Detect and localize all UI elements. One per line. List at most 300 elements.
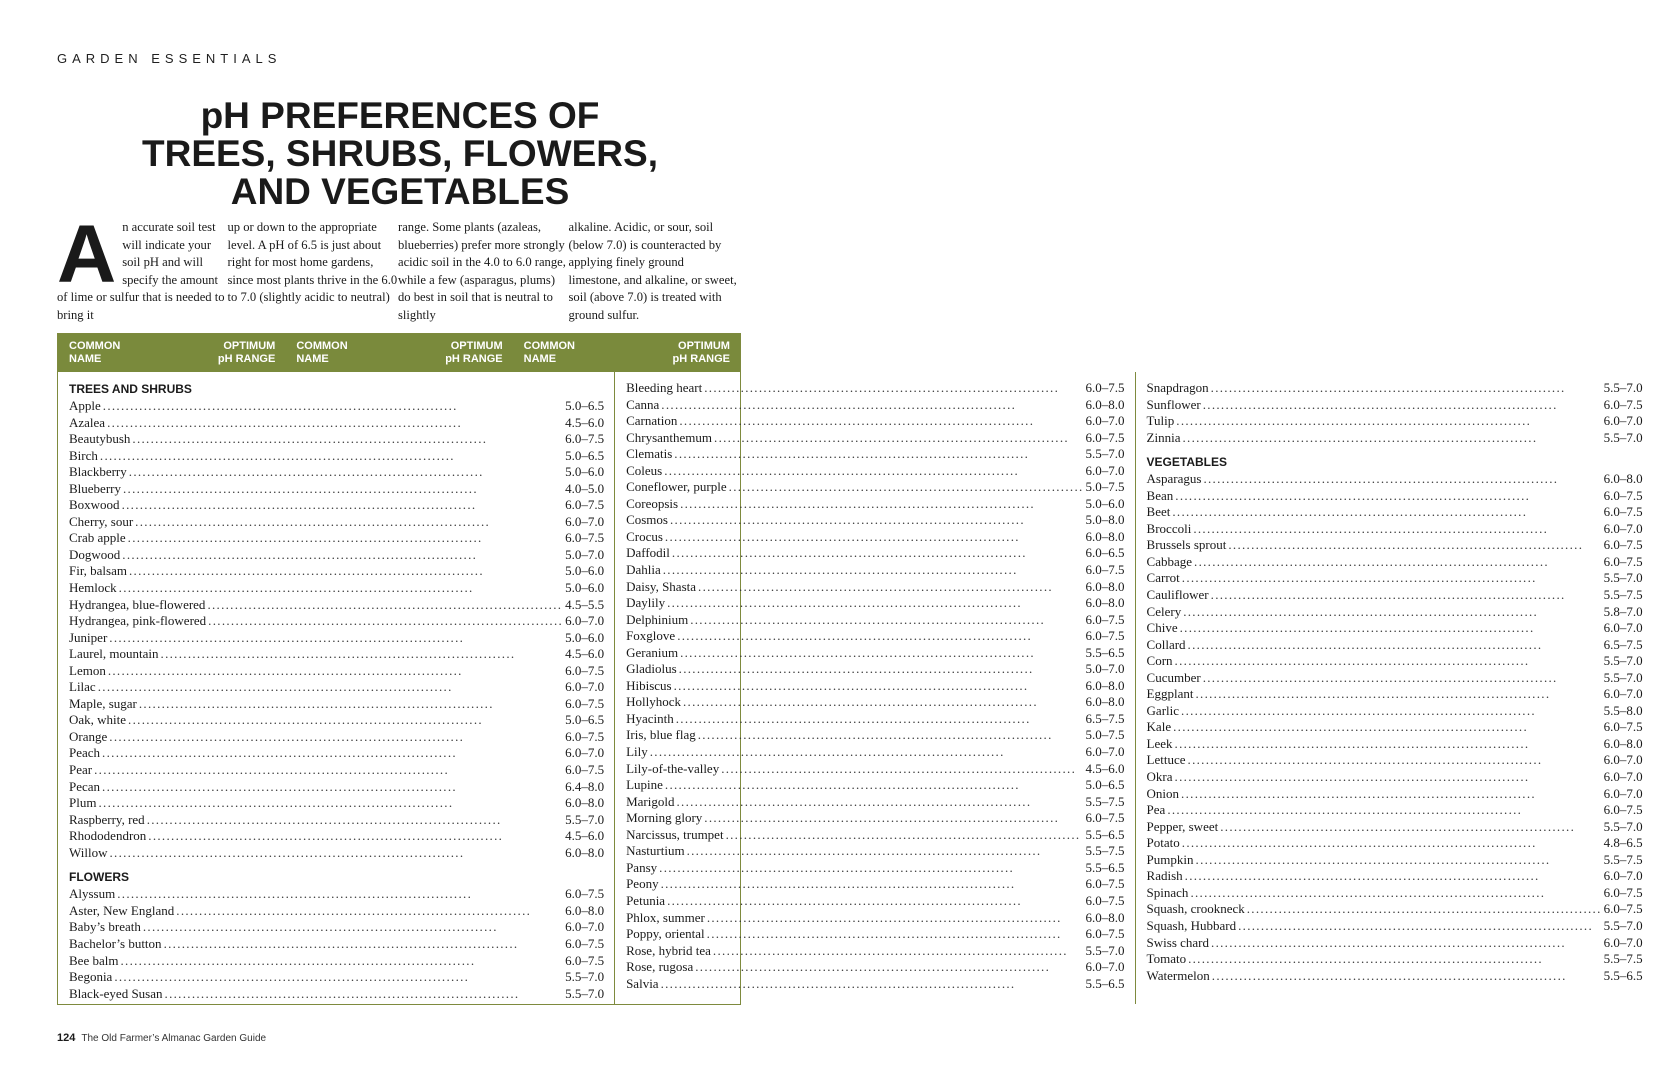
dot-leader: [1247, 901, 1602, 918]
plant-name: Asparagus: [1146, 471, 1202, 487]
page-footer: [57, 1032, 266, 1044]
dot-leader: [161, 646, 564, 663]
plant-name: Pumpkin: [1146, 851, 1194, 867]
dot-leader: [1194, 554, 1602, 571]
ph-range: 6.0–8.0: [1085, 578, 1125, 594]
dot-leader: [659, 860, 1083, 877]
title-line-3: AND VEGETABLES: [230, 171, 570, 212]
plant-name: Coreopsis: [626, 495, 679, 511]
table-row: [1147, 935, 1643, 952]
dot-leader: [676, 711, 1084, 728]
ph-range: 6.0–7.5: [1085, 380, 1125, 395]
table-row: [626, 827, 1124, 844]
ph-range: 6.0–8.0: [1085, 694, 1125, 710]
table-row: [626, 794, 1124, 811]
plant-name: Brussels sprout: [1146, 537, 1227, 553]
plant-name: Aster, New England: [69, 902, 175, 918]
dot-leader: [135, 514, 563, 531]
table-row: [626, 562, 1124, 579]
table-row: [69, 613, 604, 630]
plant-name: Oak, white: [69, 712, 127, 728]
table-column-2: [615, 372, 1135, 1004]
ph-range: 6.0–7.5: [1603, 901, 1643, 917]
dot-leader: [704, 380, 1083, 397]
plant-name: Alyssum: [69, 886, 116, 902]
table-row: [1147, 620, 1643, 637]
plant-name: Phlox, summer: [626, 909, 705, 925]
header-range-line-1: OPTIMUM: [678, 340, 730, 352]
plant-name: Canna: [626, 396, 660, 412]
table-row: [626, 943, 1124, 960]
plant-name: Lily-of-the-valley: [626, 760, 720, 776]
dot-leader: [208, 613, 563, 630]
table-row: [1147, 670, 1643, 687]
table-row: [1147, 852, 1643, 869]
plant-name: Radish: [1146, 868, 1183, 884]
table-row: [626, 843, 1124, 860]
publication-name: The Old Farmer’s Almanac Garden Guide: [81, 1033, 267, 1044]
ph-range: 6.0–7.0: [1085, 413, 1125, 429]
plant-name: Dogwood: [69, 546, 121, 562]
table-row: [626, 397, 1124, 414]
page-number: 124: [57, 1032, 76, 1044]
dot-leader: [667, 893, 1083, 910]
header-range: [673, 340, 730, 372]
plant-name: Bleeding heart: [626, 380, 703, 395]
dot-leader: [1181, 786, 1602, 803]
dot-leader: [147, 812, 563, 829]
ph-range: 5.5–6.5: [1085, 826, 1125, 842]
dot-leader: [726, 827, 1084, 844]
plant-name: Crocus: [626, 528, 663, 544]
table-row: [69, 729, 604, 746]
header-name-line-1: COMMON: [523, 340, 575, 352]
table-row: [1147, 637, 1643, 654]
dot-leader: [143, 919, 563, 936]
ph-range: 6.0–7.0: [1603, 520, 1643, 536]
table-row: [1147, 819, 1643, 836]
dot-leader: [1167, 802, 1601, 819]
section-heading: VEGETABLES: [1146, 455, 1228, 470]
section-kicker: GARDEN ESSENTIALS: [57, 51, 282, 66]
ph-table: [57, 333, 1643, 1005]
table-row: [69, 779, 604, 796]
dot-leader: [1188, 637, 1602, 654]
ph-range: 6.0–8.0: [1085, 909, 1125, 925]
plant-name: Blueberry: [69, 480, 121, 496]
plant-name: Juniper: [69, 629, 108, 645]
ph-range: 6.0–8.0: [565, 844, 605, 860]
table-header: [58, 334, 740, 372]
dot-leader: [1182, 570, 1602, 587]
table-row: [1147, 604, 1643, 621]
table-row: [1147, 769, 1643, 786]
plant-name: Apple: [69, 398, 101, 413]
dot-leader: [122, 497, 564, 514]
ph-range: 6.0–7.5: [565, 431, 605, 447]
table-row: [626, 645, 1124, 662]
plant-name: Carrot: [1146, 570, 1180, 586]
ph-range: 6.0–7.0: [565, 513, 605, 529]
ph-range: 5.0–7.0: [1085, 661, 1125, 677]
plant-name: Hydrangea, pink-flowered: [69, 613, 207, 629]
ph-range: 6.0–7.5: [1603, 396, 1643, 412]
ph-range: 6.0–8.0: [1085, 677, 1125, 693]
table-row: [626, 893, 1124, 910]
plant-name: Orange: [69, 728, 108, 744]
table-row: [626, 612, 1124, 629]
plant-name: Pecan: [69, 778, 101, 794]
header-cell: [58, 334, 285, 372]
dot-leader: [102, 779, 563, 796]
table-row: [1147, 752, 1643, 769]
dot-leader: [102, 745, 563, 762]
ph-range: 5.0–6.5: [565, 712, 605, 728]
dot-leader: [667, 595, 1083, 612]
ph-range: 6.0–7.5: [565, 935, 605, 951]
table-row: [1147, 413, 1643, 430]
ph-range: 4.5–6.0: [1085, 760, 1125, 776]
section-heading: TREES AND SHRUBS: [69, 382, 192, 396]
table-row: [626, 496, 1124, 513]
plant-name: Geranium: [626, 644, 679, 660]
header-cell: [285, 334, 512, 372]
dot-leader: [680, 645, 1083, 662]
table-row: [69, 464, 604, 481]
intro-column-3: range. Some plants (azaleas, blueberries) prefer more strongly acidic soil in the 4.0 to 6.0 range, while a few (asparagus, plums) do best in soil that is neutral to slightly: [398, 220, 566, 322]
plant-name: Chive: [1146, 620, 1178, 636]
table-row: [1147, 868, 1643, 885]
ph-range: 5.5–6.5: [1085, 859, 1125, 875]
dot-leader: [714, 430, 1084, 447]
dot-leader: [1176, 413, 1601, 430]
dot-leader: [117, 886, 563, 903]
ph-range: 5.0–6.5: [1085, 777, 1125, 793]
table-row: [69, 448, 604, 465]
table-row: [626, 744, 1124, 761]
dot-leader: [1173, 719, 1602, 736]
plant-name: Celery: [1146, 603, 1182, 619]
ph-range: 6.0–7.5: [565, 530, 605, 546]
dot-leader: [679, 661, 1084, 678]
dot-leader: [663, 562, 1084, 579]
dot-leader: [1175, 653, 1602, 670]
dot-leader: [98, 795, 563, 812]
plant-name: Daffodil: [626, 545, 670, 561]
table-row: [626, 413, 1124, 430]
dot-leader: [1220, 819, 1601, 836]
plant-name: Hollyhock: [626, 694, 681, 710]
dot-leader: [698, 727, 1084, 744]
table-row: [69, 547, 604, 564]
ph-range: 5.0–6.0: [565, 629, 605, 645]
ph-range: 6.0–7.0: [1603, 868, 1643, 884]
plant-name: Peony: [626, 876, 659, 892]
table-row: [1147, 835, 1643, 852]
plant-name: Salvia: [626, 975, 659, 991]
plant-name: Cucumber: [1146, 669, 1201, 685]
ph-range: 6.0–7.0: [1603, 785, 1643, 801]
plant-name: Coleus: [626, 462, 663, 478]
header-range-line-1: OPTIMUM: [223, 340, 276, 352]
dot-leader: [674, 678, 1084, 695]
plant-name: Broccoli: [1146, 520, 1192, 536]
plant-name: Bachelor’s button: [69, 935, 162, 951]
ph-range: 5.5–7.0: [1085, 942, 1125, 958]
ph-range: 4.5–6.0: [565, 414, 605, 430]
ph-range: 6.0–7.5: [565, 662, 605, 678]
table-row: [69, 530, 604, 547]
ph-range: 6.0–7.5: [565, 728, 605, 744]
ph-range: 6.0–8.0: [1085, 528, 1125, 544]
dot-leader: [707, 910, 1084, 927]
plant-name: Beautybush: [69, 431, 131, 447]
table-row: [626, 446, 1124, 463]
dot-leader: [1175, 736, 1602, 753]
dot-leader: [721, 761, 1083, 778]
plant-name: Onion: [1146, 785, 1180, 801]
plant-name: Cherry, sour: [69, 513, 134, 529]
table-row: [626, 860, 1124, 877]
ph-range: 6.0–7.5: [565, 762, 605, 778]
title-line-1: pH PREFERENCES OF: [200, 95, 600, 136]
table-row: [69, 696, 604, 713]
table-row: [626, 976, 1124, 993]
table-row: [1147, 951, 1643, 968]
plant-name: Daisy, Shasta: [626, 578, 697, 594]
table-row: [626, 529, 1124, 546]
ph-range: 5.0–8.0: [1085, 512, 1125, 528]
dot-leader: [664, 463, 1083, 480]
dot-leader: [120, 953, 563, 970]
table-row: [1147, 587, 1643, 604]
ph-range: 6.0–7.0: [1603, 769, 1643, 785]
dot-leader: [164, 936, 564, 953]
table-row: [1147, 703, 1643, 720]
dot-leader: [98, 679, 563, 696]
table-row: [1147, 397, 1643, 414]
ph-range: 6.0–7.5: [1085, 892, 1125, 908]
intro-paragraph-1: n accurate soil test will indicate your soil pH and will specify the amount of lime or sulfur that is needed to bring it: [57, 220, 225, 322]
plant-name: Spinach: [1146, 884, 1189, 900]
table-row: [1147, 537, 1643, 554]
ph-range: 5.0–7.5: [1085, 727, 1125, 743]
plant-name: Willow: [69, 844, 108, 860]
table-column-1: [58, 372, 615, 1004]
ph-range: 6.0–6.5: [1085, 545, 1125, 561]
intro-column-1: [57, 209, 228, 324]
plant-name: Raspberry, red: [69, 811, 145, 827]
plant-name: Garlic: [1146, 702, 1180, 718]
dot-leader: [665, 777, 1084, 794]
plant-name: Squash, crookneck: [1146, 901, 1245, 917]
dot-leader: [674, 446, 1083, 463]
plant-name: Narcissus, trumpet: [626, 826, 724, 842]
header-cell: [513, 334, 740, 372]
header-name: [296, 340, 347, 372]
ph-range: 6.0–7.0: [1085, 744, 1125, 760]
table-row: [1147, 653, 1643, 670]
plant-name: Pea: [1146, 802, 1166, 818]
dot-leader: [677, 628, 1083, 645]
ph-range: 6.0–7.5: [1603, 487, 1643, 503]
ph-range: 6.0–7.0: [1603, 686, 1643, 702]
ph-range: 5.5–7.5: [1603, 951, 1643, 967]
plant-name: Gladiolus: [626, 661, 677, 677]
ph-range: 5.5–7.0: [565, 811, 605, 827]
ph-range: 6.0–7.0: [1603, 413, 1643, 429]
dot-leader: [129, 563, 563, 580]
ph-range: 5.5–7.0: [1603, 429, 1643, 445]
plant-name: Baby’s breath: [69, 919, 141, 935]
dot-leader: [108, 663, 563, 680]
plant-name: Laurel, mountain: [69, 646, 159, 662]
dot-leader: [729, 479, 1084, 496]
plant-name: Iris, blue flag: [626, 727, 696, 743]
dot-leader: [114, 969, 563, 986]
table-row: [626, 479, 1124, 496]
ph-range: 4.0–5.0: [565, 480, 605, 496]
header-name-line-2: NAME: [523, 353, 557, 365]
plant-name: Petunia: [626, 892, 666, 908]
dot-leader: [1228, 537, 1601, 554]
plant-name: Leek: [1146, 735, 1173, 751]
table-row: [1147, 736, 1643, 753]
plant-name: Bee balm: [69, 952, 119, 968]
header-name-line-2: NAME: [69, 353, 102, 365]
ph-range: 5.5–7.5: [1603, 587, 1643, 603]
ph-range: 5.5–7.0: [1603, 380, 1643, 395]
header-range-line-1: OPTIMUM: [450, 340, 503, 352]
plant-name: Clematis: [626, 446, 673, 462]
table-row: [69, 886, 604, 903]
table-row: [69, 745, 604, 762]
plant-name: Tomato: [1146, 951, 1187, 967]
dot-leader: [1211, 935, 1602, 952]
table-row: [626, 579, 1124, 596]
ph-range: 6.0–7.5: [1603, 553, 1643, 569]
dot-leader: [1182, 835, 1602, 852]
ph-range: 6.0–7.5: [1085, 876, 1125, 892]
table-row: [626, 545, 1124, 562]
dot-leader: [119, 580, 563, 597]
plant-name: Foxglove: [626, 628, 676, 644]
ph-range: 4.8–6.5: [1603, 835, 1643, 851]
ph-range: 6.0–7.0: [565, 679, 605, 695]
plant-name: Lupine: [626, 777, 663, 793]
dot-leader: [1175, 769, 1602, 786]
table-row: [69, 597, 604, 614]
dot-leader: [698, 579, 1084, 596]
dot-leader: [129, 464, 563, 481]
dot-leader: [122, 547, 563, 564]
ph-range: 6.0–7.5: [1603, 884, 1643, 900]
ph-range: 6.0–7.0: [1603, 620, 1643, 636]
plant-name: Lettuce: [1146, 752, 1186, 768]
table-row: [626, 430, 1124, 447]
header-range-line-2: pH RANGE: [672, 353, 730, 365]
plant-name: Pear: [69, 762, 93, 778]
plant-name: Azalea: [69, 414, 106, 430]
table-row: [1147, 380, 1643, 397]
header-name-line-1: COMMON: [296, 340, 348, 352]
dot-leader: [683, 694, 1084, 711]
table-row: [626, 810, 1124, 827]
plant-name: Daylily: [626, 595, 666, 611]
table-row: [626, 595, 1124, 612]
table-row: [626, 959, 1124, 976]
ph-range: 6.0–7.5: [1085, 429, 1125, 445]
dot-leader: [1203, 471, 1601, 488]
plant-name: Swiss chard: [1146, 934, 1210, 950]
plant-name: Rose, rugosa: [626, 959, 694, 975]
dot-leader: [1188, 951, 1602, 968]
dot-leader: [707, 926, 1084, 943]
plant-name: Begonia: [69, 969, 113, 985]
plant-name: Zinnia: [1146, 429, 1181, 445]
table-row: [1147, 430, 1643, 447]
table-row: [69, 919, 604, 936]
table-row: [69, 795, 604, 812]
table-row: [626, 910, 1124, 927]
plant-name: Eggplant: [1146, 686, 1194, 702]
header-range: [218, 340, 275, 372]
plant-name: Hydrangea, blue-flowered: [69, 596, 206, 612]
table-column-3: [1136, 372, 1653, 1004]
ph-range: 6.0–7.5: [1603, 802, 1643, 818]
table-row: [1147, 786, 1643, 803]
table-row: [69, 986, 604, 1003]
table-row: [626, 926, 1124, 943]
table-row: [69, 431, 604, 448]
ph-range: 5.5–7.5: [1085, 843, 1125, 859]
plant-name: Marigold: [626, 793, 675, 809]
page-title: [0, 97, 800, 211]
dot-leader: [132, 431, 563, 448]
plant-name: Sunflower: [1146, 396, 1201, 412]
ph-range: 6.0–8.0: [1085, 396, 1125, 412]
ph-range: 6.0–7.0: [1603, 752, 1643, 768]
ph-range: 5.5–6.5: [1085, 975, 1125, 991]
dot-leader: [1172, 504, 1601, 521]
ph-range: 5.5–7.0: [1603, 653, 1643, 669]
table-row: [69, 398, 604, 415]
ph-range: 5.5–7.0: [1603, 570, 1643, 586]
title-line-2: TREES, SHRUBS, FLOWERS,: [142, 133, 658, 174]
dot-leader: [679, 413, 1083, 430]
plant-name: Hemlock: [69, 580, 117, 596]
table-row: [69, 969, 604, 986]
table-body: [58, 372, 1643, 1004]
plant-name: Lemon: [69, 662, 106, 678]
dot-leader: [1238, 918, 1602, 935]
plant-name: Maple, sugar: [69, 695, 137, 711]
plant-name: Peach: [69, 745, 101, 761]
plant-name: Snapdragon: [1146, 380, 1209, 395]
ph-range: 6.0–7.5: [565, 497, 605, 513]
dot-leader: [109, 729, 563, 746]
dot-leader: [1193, 521, 1601, 538]
plant-name: Chrysanthemum: [626, 429, 713, 445]
plant-name: Okra: [1146, 769, 1173, 785]
ph-range: 5.0–6.0: [1085, 495, 1125, 511]
table-row: [1147, 554, 1643, 571]
dot-leader: [695, 959, 1083, 976]
table-row: [1147, 570, 1643, 587]
dot-leader: [1195, 686, 1601, 703]
ph-range: 4.5–6.0: [565, 828, 605, 844]
plant-name: Plum: [69, 795, 97, 811]
